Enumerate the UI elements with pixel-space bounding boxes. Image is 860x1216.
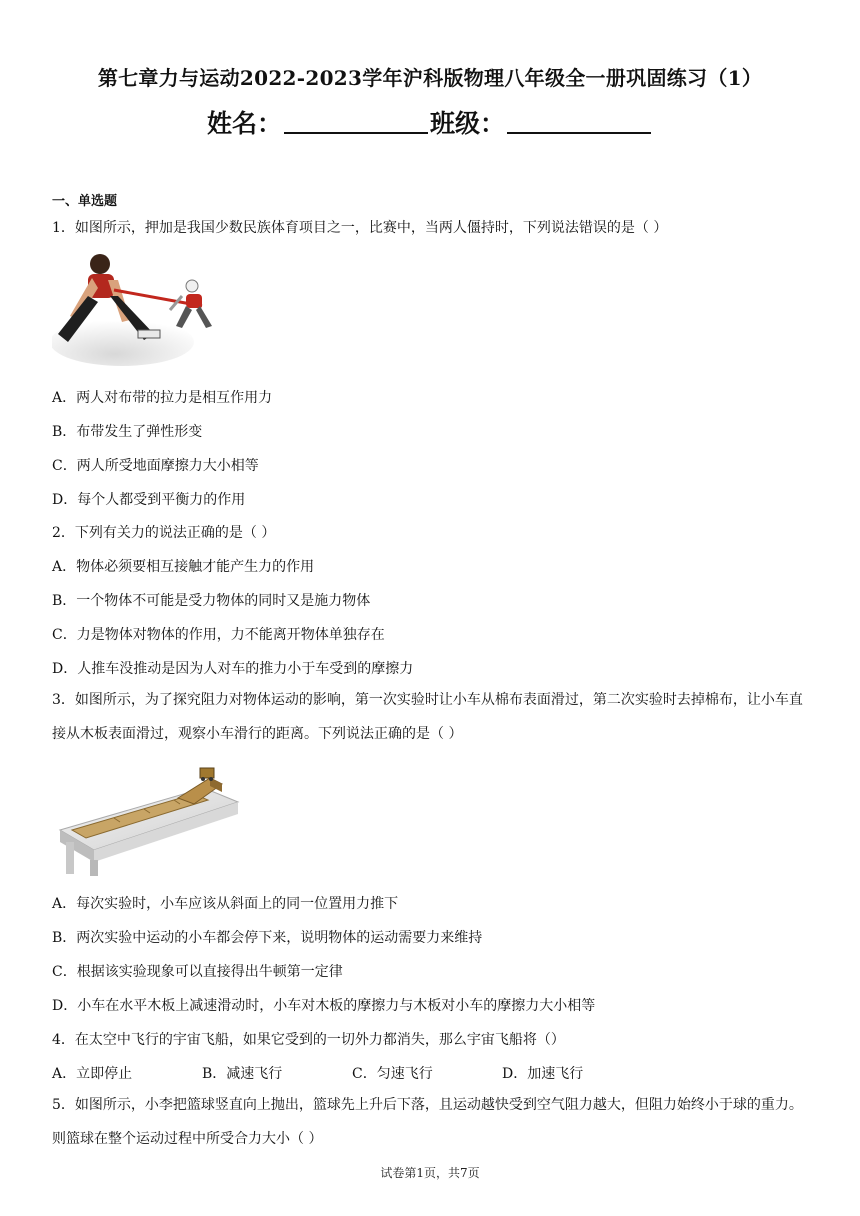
question-3-stem: 3．如图所示，为了探究阻力对物体运动的影响，第一次实验时让小车从棉布表面滑过，第二次实验时去掉棉布，让小车直接从木板表面滑过，观察小车滑行的距离。下列说法正确的是（ ） [52, 692, 803, 742]
question-1-stem: 1．如图所示，押加是我国少数民族体育项目之一，比赛中，当两人僵持时，下列说法错误的是（ ） [52, 220, 668, 236]
question-4-option-b: B．减速飞行 [202, 1066, 283, 1082]
question-4-option-c: C．匀速飞行 [352, 1066, 433, 1082]
question-2-option-a: A．物体必须要相互接触才能产生力的作用 [52, 559, 315, 575]
question-2-option-d: D．人推车没推动是因为人对车的推力小于车受到的摩擦力 [52, 661, 414, 677]
question-1-option-b: B．布带发生了弹性形变 [52, 424, 203, 440]
student-info-line [0, 104, 860, 140]
incline-cart-figure [54, 758, 244, 876]
class-label: 班级： [430, 109, 506, 138]
name-label: 姓名： [206, 109, 282, 138]
section-title: 一、单选题 [52, 194, 118, 209]
page-title: 第七章力与运动2022-2023学年沪科版物理八年级全一册巩固练习（1） [97, 66, 763, 90]
question-3-option-b: B．两次实验中运动的小车都会停下来，说明物体的运动需要力来维持 [52, 930, 483, 946]
question-4-stem: 4．在太空中飞行的宇宙飞船，如果它受到的一切外力都消失，那么宇宙飞船将（） [52, 1032, 565, 1048]
question-5-stem: 5．如图所示，小李把篮球竖直向上抛出，篮球先上升后下落，且运动越快受到空气阻力越大，但阻力始终小于球的重力。则篮球在整个运动过程中所受合力大小（ ） [52, 1097, 803, 1147]
question-4-option-d: D．加速飞行 [502, 1066, 584, 1082]
question-1-option-a: A．两人对布带的拉力是相互作用力 [52, 390, 273, 406]
question-3-option-d: D．小车在水平木板上减速滑动时，小车对木板的摩擦力与木板对小车的摩擦力大小相等 [52, 998, 596, 1014]
class-blank [507, 108, 651, 134]
question-4-options [52, 1063, 812, 1083]
question-2-option-c: C．力是物体对物体的作用，力不能离开物体单独存在 [52, 627, 385, 643]
question-3-option-a: A．每次实验时，小车应该从斜面上的同一位置用力推下 [52, 896, 399, 912]
page-footer: 试卷第1页，共7页 [380, 1166, 480, 1180]
question-3-option-c: C．根据该实验现象可以直接得出牛顿第一定律 [52, 964, 343, 980]
question-1-option-d: D．每个人都受到平衡力的作用 [52, 492, 246, 508]
question-1-option-c: C．两人所受地面摩擦力大小相等 [52, 458, 259, 474]
question-2-option-b: B．一个物体不可能是受力物体的同时又是施力物体 [52, 593, 371, 609]
name-blank [284, 108, 428, 134]
question-2-stem: 2．下列有关力的说法正确的是（ ） [52, 525, 276, 541]
tug-of-war-figure [52, 250, 222, 368]
question-4-option-a: A．立即停止 [52, 1066, 133, 1082]
